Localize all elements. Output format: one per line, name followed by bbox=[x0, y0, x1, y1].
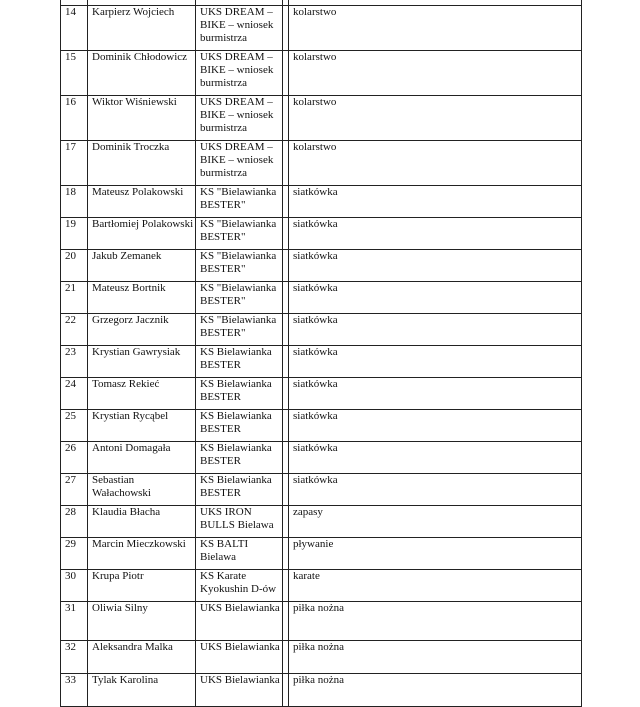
row-number: 30 bbox=[61, 570, 88, 602]
row-number: 22 bbox=[61, 314, 88, 346]
club-name: KS "Bielawianka BESTER" bbox=[196, 282, 283, 314]
sport-discipline: siatkówka bbox=[289, 410, 582, 442]
athlete-name: Krystian Rycąbel bbox=[88, 410, 196, 442]
athlete-name: Marcin Mieczkowski bbox=[88, 538, 196, 570]
club-name: UKS IRON BULLS Bielawa bbox=[196, 506, 283, 538]
athlete-name: Klaudia Błacha bbox=[88, 506, 196, 538]
athlete-name: Antoni Domagała bbox=[88, 442, 196, 474]
sport-discipline: siatkówka bbox=[289, 474, 582, 506]
row-number: 31 bbox=[61, 602, 88, 641]
sport-discipline: siatkówka bbox=[289, 378, 582, 410]
roster-table bbox=[60, 0, 582, 707]
club-name: KS Bielawianka BESTER bbox=[196, 346, 283, 378]
athlete-name: Tylak Karolina bbox=[88, 674, 196, 707]
club-name: UKS DREAM – BIKE – wniosek burmistrza bbox=[196, 141, 283, 186]
row-number: 15 bbox=[61, 51, 88, 96]
row-number: 23 bbox=[61, 346, 88, 378]
club-name: KS "Bielawianka BESTER" bbox=[196, 250, 283, 282]
table-row bbox=[61, 6, 582, 51]
athlete-name: Wiktor Wiśniewski bbox=[88, 96, 196, 141]
row-number: 18 bbox=[61, 186, 88, 218]
athlete-name: Krupa Piotr bbox=[88, 570, 196, 602]
table-row bbox=[61, 346, 582, 378]
row-number: 21 bbox=[61, 282, 88, 314]
sport-discipline: siatkówka bbox=[289, 218, 582, 250]
club-name: KS Bielawianka BESTER bbox=[196, 410, 283, 442]
sport-discipline: kolarstwo bbox=[289, 96, 582, 141]
athlete-name: Bartłomiej Polakowski bbox=[88, 218, 196, 250]
sport-discipline: piłka nożna bbox=[289, 602, 582, 641]
row-number: 32 bbox=[61, 641, 88, 674]
club-name: UKS Bielawianka bbox=[196, 674, 283, 707]
sport-discipline: siatkówka bbox=[289, 442, 582, 474]
club-name: KS "Bielawianka BESTER" bbox=[196, 186, 283, 218]
row-number: 29 bbox=[61, 538, 88, 570]
row-number: 20 bbox=[61, 250, 88, 282]
athlete-name: Karpierz Wojciech bbox=[88, 6, 196, 51]
athlete-name: Tomasz Rekieć bbox=[88, 378, 196, 410]
row-number: 33 bbox=[61, 674, 88, 707]
club-name: UKS Bielawianka bbox=[196, 641, 283, 674]
sport-discipline: piłka nożna bbox=[289, 641, 582, 674]
row-number: 25 bbox=[61, 410, 88, 442]
athlete-name: Sebastian Wałachowski bbox=[88, 474, 196, 506]
athlete-name: Grzegorz Jacznik bbox=[88, 314, 196, 346]
club-name: KS Bielawianka BESTER bbox=[196, 442, 283, 474]
table-row bbox=[61, 602, 582, 641]
athlete-name: Oliwia Silny bbox=[88, 602, 196, 641]
table-row bbox=[61, 250, 582, 282]
athlete-name: Krystian Gawrysiak bbox=[88, 346, 196, 378]
club-name: KS "Bielawianka BESTER" bbox=[196, 314, 283, 346]
table-row bbox=[61, 186, 582, 218]
row-number: 17 bbox=[61, 141, 88, 186]
club-name: KS Bielawianka BESTER bbox=[196, 378, 283, 410]
sport-discipline: pływanie bbox=[289, 538, 582, 570]
athlete-name: Dominik Troczka bbox=[88, 141, 196, 186]
sport-discipline: zapasy bbox=[289, 506, 582, 538]
club-name: UKS DREAM – BIKE – wniosek burmistrza bbox=[196, 96, 283, 141]
table-row bbox=[61, 506, 582, 538]
table-row bbox=[61, 314, 582, 346]
row-number: 16 bbox=[61, 96, 88, 141]
sport-discipline: siatkówka bbox=[289, 186, 582, 218]
sport-discipline: siatkówka bbox=[289, 250, 582, 282]
table-row bbox=[61, 442, 582, 474]
club-name: UKS DREAM – BIKE – wniosek burmistrza bbox=[196, 6, 283, 51]
table-row bbox=[61, 410, 582, 442]
row-number: 14 bbox=[61, 6, 88, 51]
sport-discipline: karate bbox=[289, 570, 582, 602]
athlete-name: Mateusz Bortnik bbox=[88, 282, 196, 314]
table-row bbox=[61, 378, 582, 410]
sport-discipline: siatkówka bbox=[289, 282, 582, 314]
club-name: KS "Bielawianka BESTER" bbox=[196, 218, 283, 250]
club-name: UKS DREAM – BIKE – wniosek burmistrza bbox=[196, 51, 283, 96]
sport-discipline: kolarstwo bbox=[289, 51, 582, 96]
club-name: UKS Bielawianka bbox=[196, 602, 283, 641]
table-row bbox=[61, 282, 582, 314]
athlete-name: Dominik Chłodowicz bbox=[88, 51, 196, 96]
table-row bbox=[61, 474, 582, 506]
table-row bbox=[61, 674, 582, 707]
table-row bbox=[61, 51, 582, 96]
sport-discipline: piłka nożna bbox=[289, 674, 582, 707]
row-number: 19 bbox=[61, 218, 88, 250]
sport-discipline: kolarstwo bbox=[289, 6, 582, 51]
club-name: KS Karate Kyokushin D-ów bbox=[196, 570, 283, 602]
row-number: 28 bbox=[61, 506, 88, 538]
row-number: 24 bbox=[61, 378, 88, 410]
table-row bbox=[61, 141, 582, 186]
sport-discipline: kolarstwo bbox=[289, 141, 582, 186]
athlete-name: Mateusz Polakowski bbox=[88, 186, 196, 218]
club-name: KS Bielawianka BESTER bbox=[196, 474, 283, 506]
row-number: 27 bbox=[61, 474, 88, 506]
row-number: 26 bbox=[61, 442, 88, 474]
table-row bbox=[61, 218, 582, 250]
sport-discipline: siatkówka bbox=[289, 346, 582, 378]
table-row bbox=[61, 570, 582, 602]
club-name: KS BALTI Bielawa bbox=[196, 538, 283, 570]
athlete-name: Jakub Zemanek bbox=[88, 250, 196, 282]
roster-body bbox=[61, 0, 582, 707]
athlete-name: Aleksandra Malka bbox=[88, 641, 196, 674]
table-row bbox=[61, 641, 582, 674]
table-row bbox=[61, 96, 582, 141]
sport-discipline: siatkówka bbox=[289, 314, 582, 346]
table-row bbox=[61, 538, 582, 570]
